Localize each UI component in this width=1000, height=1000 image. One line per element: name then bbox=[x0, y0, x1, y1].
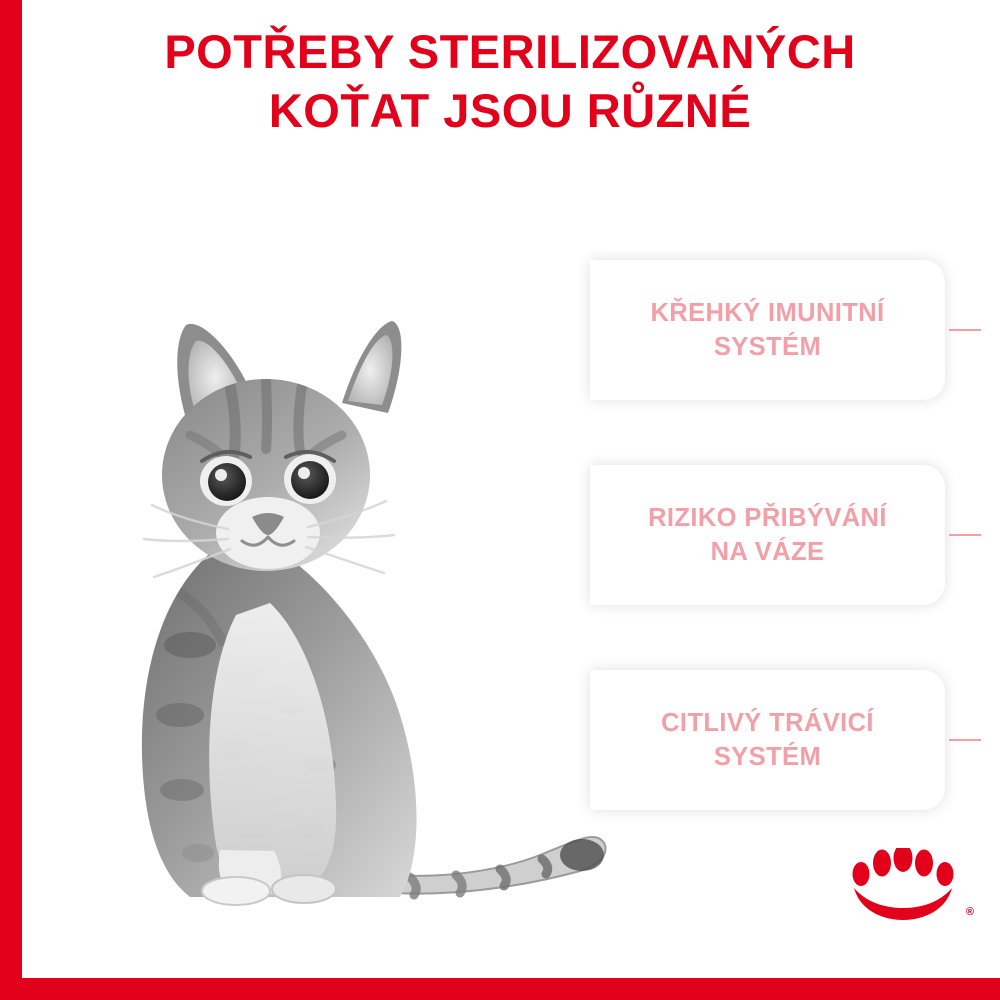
callout-1-line-1: KŘEHKÝ IMUNITNÍ bbox=[650, 298, 885, 327]
kitten-photo bbox=[70, 285, 630, 910]
callout-weight-gain-risk bbox=[590, 465, 945, 605]
headline-line-2: KOŤAT JSOU RŮZNÉ bbox=[268, 84, 752, 138]
callout-1-line-2: SYSTÉM bbox=[713, 333, 822, 361]
left-accent-bar bbox=[0, 0, 22, 1000]
callout-label bbox=[650, 296, 884, 365]
callout-2-line-2: NA VÁZE bbox=[710, 538, 825, 566]
bottom-accent-bar bbox=[0, 978, 1000, 1000]
royal-canin-logo bbox=[844, 848, 974, 922]
callout-3-line-2: SYSTÉM bbox=[713, 743, 822, 771]
callout-sensitive-digestion bbox=[590, 670, 945, 810]
connector-dash-icon bbox=[949, 329, 981, 331]
connector-dash-icon bbox=[949, 739, 981, 741]
benefit-callouts bbox=[590, 260, 985, 830]
callout-2-line-1: RIZIKO PŘIBÝVÁNÍ bbox=[648, 503, 887, 532]
headline-line-1: POTŘEBY STERILIZOVANÝCH bbox=[164, 25, 856, 78]
callout-3-line-1: CITLIVÝ TRÁVICÍ bbox=[661, 708, 874, 737]
page-title bbox=[60, 22, 960, 140]
connector-dash-icon bbox=[949, 534, 981, 536]
callout-label bbox=[648, 501, 887, 570]
callout-label bbox=[661, 706, 874, 775]
callout-immune-system bbox=[590, 260, 945, 400]
registered-mark: ® bbox=[965, 906, 974, 918]
